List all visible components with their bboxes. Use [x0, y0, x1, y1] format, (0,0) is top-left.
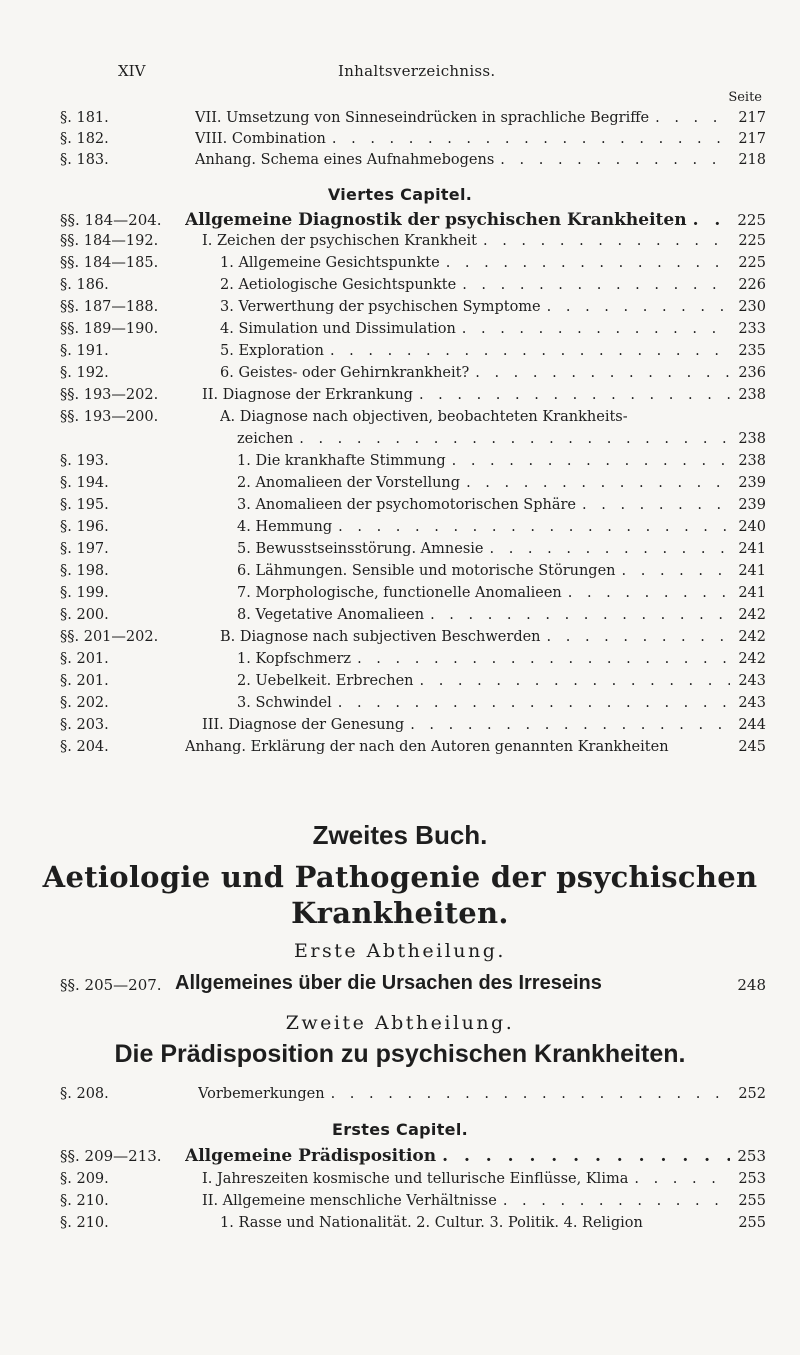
toc-row	[0, 1169, 800, 1190]
toc-entry: 3. Anomalieen der psychomotorischen Sphäre . . .	[237, 495, 730, 516]
toc-row	[0, 1191, 800, 1212]
toc-entry: 3. Schwindel . . .	[237, 693, 730, 714]
book-heading: Zweites Buch.	[312, 820, 488, 850]
page-ref: 245	[738, 739, 766, 755]
section-ref: §. 182.	[60, 131, 109, 147]
toc-row	[0, 605, 800, 626]
toc-entry: 1. Kopfschmerz . . .	[237, 649, 730, 670]
page-ref: 240	[738, 519, 766, 535]
toc-entry: 2. Aetiologische Gesichtspunkte . . .	[220, 275, 730, 296]
toc-row	[0, 253, 800, 274]
section-ref: §§. 184—192.	[60, 233, 159, 249]
toc-entry: Allgemeine Diagnostik der psychischen Krankheiten . . .	[185, 210, 730, 231]
section-ref: §. 192.	[60, 365, 109, 381]
section-ref: §§. 193—202.	[60, 387, 159, 403]
part-heading-2: Zweite Abtheilung.	[285, 1012, 515, 1034]
page-ref: 253	[738, 1171, 766, 1187]
page-number: XIV	[118, 62, 146, 80]
page-ref: 230	[738, 299, 766, 315]
page-ref: 255	[738, 1215, 766, 1231]
toc-row	[0, 671, 800, 692]
toc-row	[0, 319, 800, 340]
toc-row	[0, 649, 800, 670]
page-ref: 242	[738, 651, 766, 667]
section-ref: §. 195.	[60, 497, 109, 513]
toc-row	[0, 275, 800, 296]
toc-row	[0, 129, 800, 150]
page-header	[0, 62, 800, 84]
toc-entry: 5. Bewusstseinsstörung. Amnesie . . .	[237, 539, 730, 560]
page-ref: 217	[738, 110, 766, 126]
page-ref: 241	[738, 585, 766, 601]
page-ref: 225	[737, 211, 766, 229]
toc-entry: 2. Uebelkeit. Erbrechen . . .	[237, 671, 730, 692]
toc-row	[0, 429, 800, 450]
toc-entry: 1. Rasse und Nationalität. 2. Cultur. 3. Politik. 4. Religion	[220, 1215, 643, 1231]
section-ref: §§. 205—207.	[60, 976, 162, 994]
toc-entry: Anhang. Erklärung der nach den Autoren genannten Krankheiten	[185, 739, 669, 755]
toc-entry: 6. Lähmungen. Sensible und motorische Störungen . . .	[237, 561, 730, 582]
section-ref: §. 210.	[60, 1215, 109, 1231]
toc-entry: A. Diagnose nach objectiven, beobachteten Krankheits-	[220, 409, 628, 425]
toc-entry: I. Zeichen der psychischen Krankheit . . .	[202, 231, 730, 252]
section-ref: §. 210.	[60, 1193, 109, 1209]
toc-row	[0, 968, 800, 998]
page-ref: 239	[738, 475, 766, 491]
toc-row	[0, 737, 800, 758]
toc-row	[0, 715, 800, 736]
section-ref: §. 197.	[60, 541, 109, 557]
toc-entry: Allgemeines über die Ursachen des Irreseins	[175, 972, 602, 994]
page-ref: 244	[738, 717, 766, 733]
toc-entry: 1. Die krankhafte Stimmung . . .	[237, 451, 730, 472]
toc-row	[0, 150, 800, 171]
toc-row	[0, 385, 800, 406]
section-ref: §. 202.	[60, 695, 109, 711]
chapter-heading: Viertes Capitel.	[327, 185, 473, 204]
page-ref: 238	[738, 431, 766, 447]
section-ref: §. 181.	[60, 110, 109, 126]
page-ref: 225	[738, 233, 766, 249]
toc-entry: III. Diagnose der Genesung . . .	[202, 715, 730, 736]
page-ref: 243	[738, 673, 766, 689]
toc-entry: 4. Simulation und Dissimulation . . .	[220, 319, 730, 340]
toc-row	[0, 627, 800, 648]
section-ref: §§. 184—185.	[60, 255, 159, 271]
toc-entry: 4. Hemmung . . .	[237, 517, 730, 538]
toc-entry: II. Allgemeine menschliche Verhältnisse . . .	[202, 1191, 730, 1212]
toc-entry: Vorbemerkungen . . .	[198, 1084, 730, 1105]
page-ref: 235	[738, 343, 766, 359]
running-title: Inhaltsverzeichniss.	[338, 62, 496, 80]
section-ref: §. 208.	[60, 1086, 109, 1102]
section-ref: §. 204.	[60, 739, 109, 755]
section-ref: §§. 189—190.	[60, 321, 159, 337]
section-ref: §. 198.	[60, 563, 109, 579]
section-ref: §§. 187—188.	[60, 299, 159, 315]
toc-row	[0, 451, 800, 472]
toc-row	[0, 693, 800, 714]
section-ref: §§. 184—204.	[60, 211, 162, 229]
toc-row	[0, 561, 800, 582]
section-ref: §. 196.	[60, 519, 109, 535]
book-title-line-2: Krankheiten.	[291, 896, 509, 930]
toc-entry: 5. Exploration . . .	[220, 341, 730, 362]
toc-entry: 1. Allgemeine Gesichtspunkte . . .	[220, 253, 730, 274]
page-ref: 239	[738, 497, 766, 513]
toc-row	[0, 407, 800, 428]
section-ref: §. 199.	[60, 585, 109, 601]
page-ref: 238	[738, 387, 766, 403]
toc-entry: VIII. Combination . . .	[195, 129, 730, 150]
page-ref: 243	[738, 695, 766, 711]
toc-row	[0, 539, 800, 560]
section-ref: §. 200.	[60, 607, 109, 623]
toc-entry: B. Diagnose nach subjectiven Beschwerden . . .	[220, 627, 730, 648]
toc-row	[0, 495, 800, 516]
page-ref: 238	[738, 453, 766, 469]
page-ref: 217	[738, 131, 766, 147]
book-title-line-1: Aetiologie und Pathogenie der psychischen	[42, 860, 758, 894]
chapter-heading: Erstes Capitel.	[332, 1120, 468, 1139]
toc-row	[0, 108, 800, 129]
toc-entry: 2. Anomalieen der Vorstellung . . .	[237, 473, 730, 494]
page-ref: 225	[738, 255, 766, 271]
page-ref: 253	[737, 1147, 766, 1165]
section-ref: §. 203.	[60, 717, 109, 733]
section-ref: §. 194.	[60, 475, 109, 491]
seite-label: Seite	[728, 90, 762, 105]
toc-row	[0, 341, 800, 362]
toc-entry: II. Diagnose der Erkrankung . . .	[202, 385, 730, 406]
toc-row	[0, 210, 800, 231]
page-ref: 242	[738, 629, 766, 645]
toc-row	[0, 517, 800, 538]
page-ref: 248	[737, 976, 766, 994]
section-ref: §. 186.	[60, 277, 109, 293]
toc-row	[0, 473, 800, 494]
page-ref: 218	[738, 152, 766, 168]
toc-row	[0, 1146, 800, 1167]
toc-row	[0, 583, 800, 604]
toc-entry: 8. Vegetative Anomalieen . . .	[237, 605, 730, 626]
section-ref: §§. 209—213.	[60, 1147, 162, 1165]
page-ref: 241	[738, 541, 766, 557]
toc-row	[0, 363, 800, 384]
toc-row	[0, 1213, 800, 1234]
section-ref: §§. 201—202.	[60, 629, 159, 645]
section-ref: §. 191.	[60, 343, 109, 359]
toc-entry: Anhang. Schema eines Aufnahmebogens . . .	[195, 150, 730, 171]
toc-row	[0, 1084, 800, 1105]
page-ref: 252	[738, 1086, 766, 1102]
section-ref: §. 209.	[60, 1171, 109, 1187]
part-title-2: Die Prädisposition zu psychischen Krankheiten.	[114, 1040, 686, 1068]
section-ref: §§. 193—200.	[60, 409, 159, 425]
section-ref: §. 201.	[60, 651, 109, 667]
section-ref: §. 193.	[60, 453, 109, 469]
page-ref: 242	[738, 607, 766, 623]
section-ref: §. 183.	[60, 152, 109, 168]
toc-entry: zeichen . . .	[237, 429, 730, 450]
page-ref: 236	[738, 365, 766, 381]
toc-entry: 7. Morphologische, functionelle Anomalieen . . .	[237, 583, 730, 604]
page-ref: 233	[738, 321, 766, 337]
toc-entry: I. Jahreszeiten kosmische und tellurische Einflüsse, Klima . . .	[202, 1169, 730, 1190]
page-ref: 226	[738, 277, 766, 293]
toc-entry: VII. Umsetzung von Sinneseindrücken in sprachliche Begriffe . . .	[195, 108, 730, 129]
toc-entry: 6. Geistes- oder Gehirnkrankheit? . . .	[220, 363, 730, 384]
toc-entry: Allgemeine Prädisposition . . .	[185, 1146, 730, 1167]
section-ref: §. 201.	[60, 673, 109, 689]
part-heading-1: Erste Abtheilung.	[294, 940, 506, 962]
toc-entry: 3. Verwerthung der psychischen Symptome . . .	[220, 297, 730, 318]
page-ref: 241	[738, 563, 766, 579]
page-ref: 255	[738, 1193, 766, 1209]
toc-row	[0, 231, 800, 252]
toc-row	[0, 297, 800, 318]
